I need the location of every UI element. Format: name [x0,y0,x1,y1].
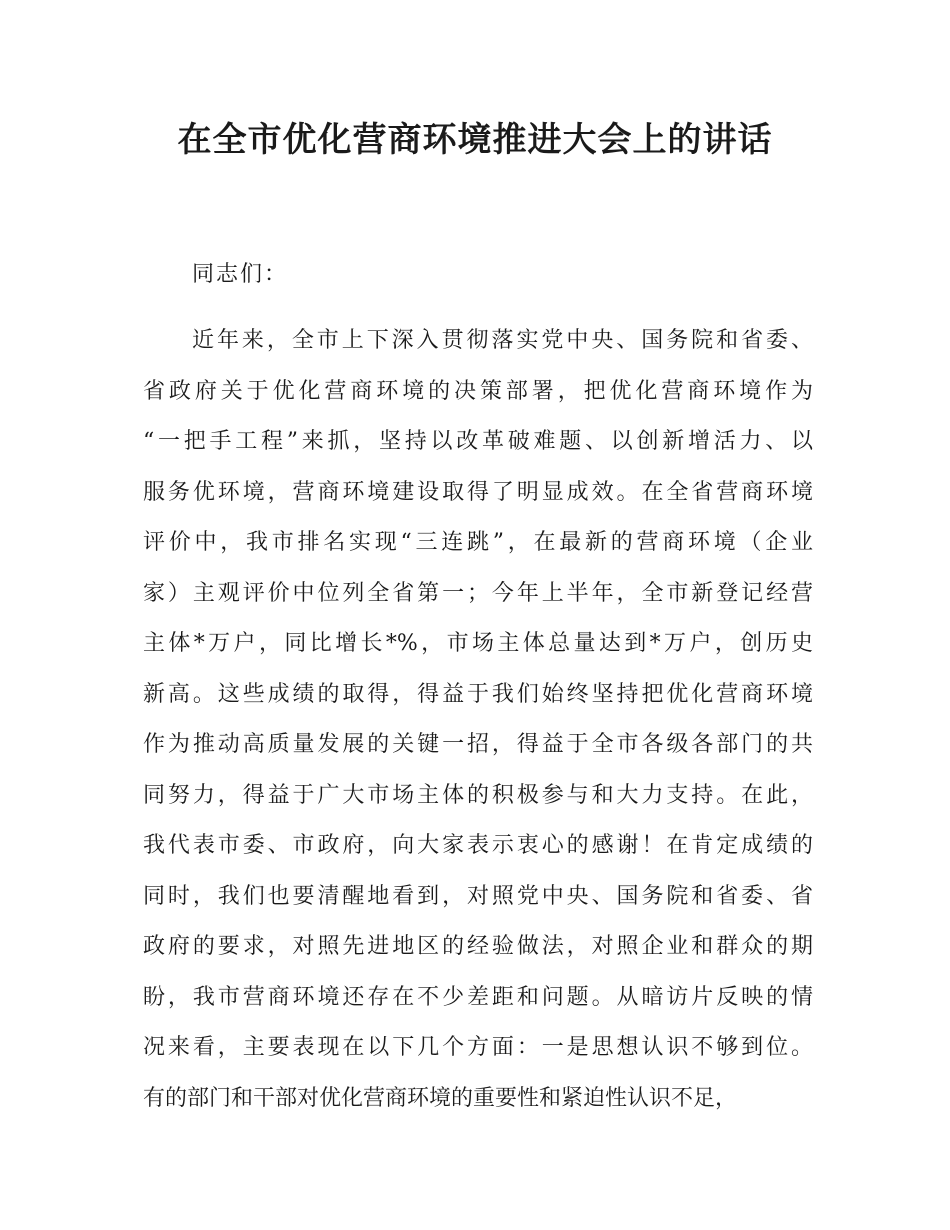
paragraph-line: 我代表市委、市政府，向大家表示衷心的感谢！在肯定成绩的 [143,833,813,858]
paragraph-line: 服务优环境，营商环境建设取得了明显成效。在全省营商环境 [143,479,813,505]
paragraph-line: 评价中，我市排名实现“三连跳”，在最新的营商环境（企业 [143,530,813,555]
paragraph-line: 作为推动高质量发展的关键一招，得益于全市各级各部门的共 [143,732,813,757]
paragraph-line: 省政府关于优化营商环境的决策部署，把优化营商环境作为 [143,378,813,404]
paragraph-line: 政府的要求，对照先进地区的经验做法，对照企业和群众的期 [143,934,813,959]
paragraph-line: 主体*万户，同比增长*%，市场主体总量达到*万户，创历史 [143,631,813,656]
paragraph-line: 家）主观评价中位列全省第一；今年上半年，全市新登记经营 [143,580,813,606]
paragraph-line: 有的部门和干部对优化营商环境的重要性和紧迫性认识不足， [143,1085,738,1111]
paragraph-line: 新高。这些成绩的取得，得益于我们始终坚持把优化营商环境 [143,681,813,707]
body-paragraph [143,316,813,1124]
paragraph-line: 同努力，得益于广大市场主体的积极参与和大力支持。在此， [143,782,813,808]
document-title: 在全市优化营商环境推进大会上的讲话 [177,120,773,160]
paragraph-line: 况来看，主要表现在以下几个方面：一是思想认识不够到位。 [143,1035,813,1060]
paragraph-line: 近年来，全市上下深入贯彻落实党中央、国务院和省委、 [192,328,813,353]
paragraph-line: “一把手工程”来抓，坚持以改革破难题、以创新增活力、以 [143,429,813,454]
paragraph-line: 盼，我市营商环境还存在不少差距和问题。从暗访片反映的情 [143,984,813,1010]
paragraph-line: 同时，我们也要清醒地看到，对照党中央、国务院和省委、省 [143,883,813,909]
salutation: 同志们： [192,262,289,287]
